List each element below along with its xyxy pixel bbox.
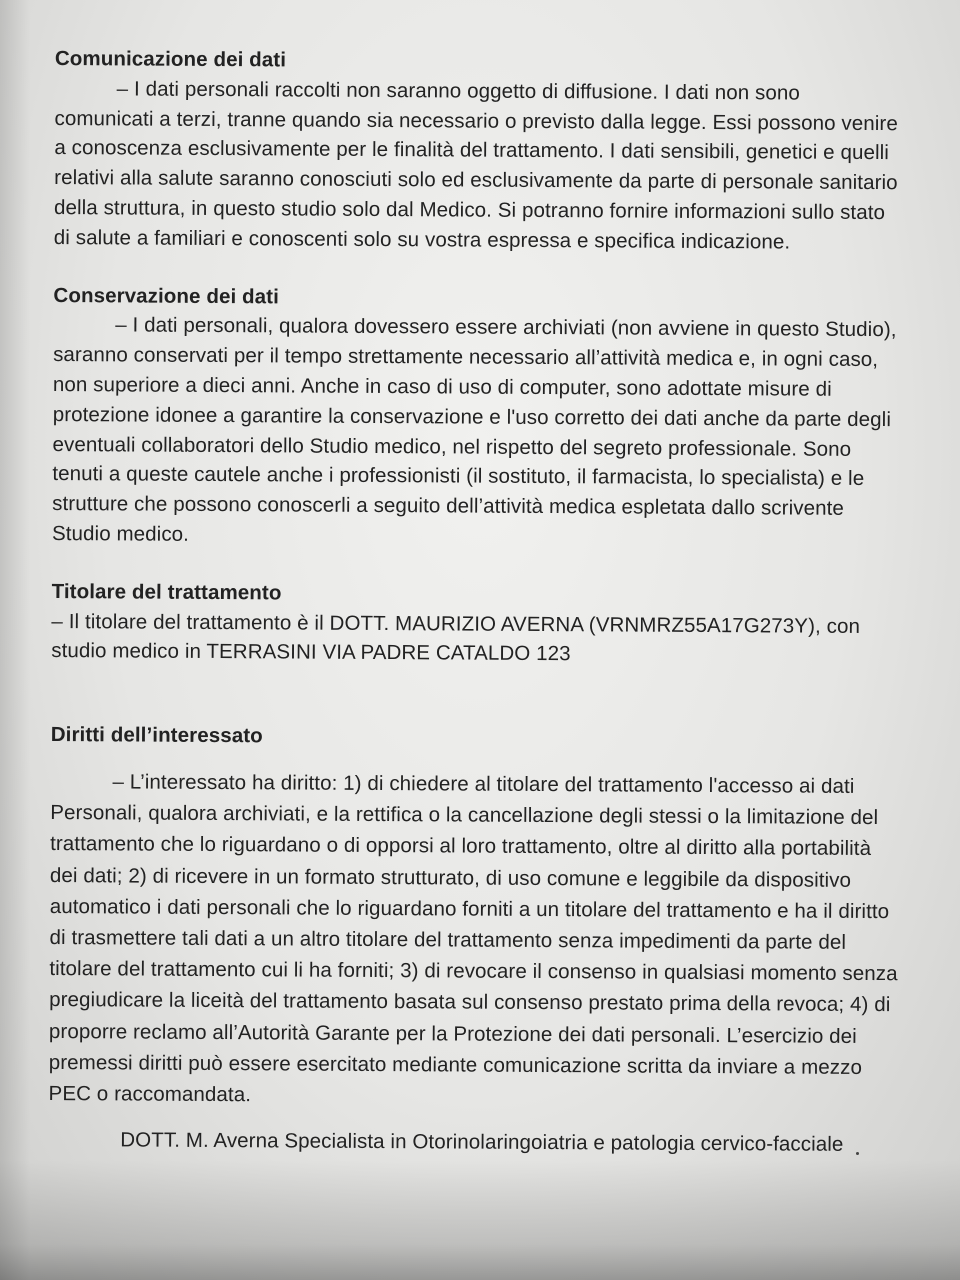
ink-dot: [856, 1152, 859, 1155]
section-body-conservazione: – I dati personali, qualora dovessero essere archiviati (non avviene in questo Studio), saranno conservati per il tempo strettamente necessario all’attività medica e, in ogni caso, non superiore a dieci anni. Anche in caso di uso di computer, sono adottate misure di protezione idonee a garantire la conservazione e l'uso corretto dei dati anche da parte degli eventuali collaboratori dello Studio medico, nel rispetto del segreto professionale. Sono tenuti a queste cautele anche i professionisti (il sostituto, il farmacista, lo specialista) e le strutture che possono conoscerli a seguito dell’attività medica espletata dallo scrivente Studio medico.: [51, 313, 897, 546]
section-body-diritti: – L’interessato ha diritto: 1) di chiedere al titolare del trattamento l'accesso ai dati Personali, qualora archiviati, e la rettifica o la cancellazione degli stessi o la limitazione del trattamento che lo riguardano o di opporsi al loro trattamento, oltre al diritto alla portabilità dei dati; 2) di ricevere in un formato strutturato, di uso comune e leggibile da dispositivo automatico i dati personali che lo riguardano forniti a un titolare del trattamento e ha il diritto di trasmettere tali dati a un altro titolare del trattamento senza impedimenti da parte del titolare del trattamento cui li ha forniti; 3) di revocare il consenso in qualsiasi momento senza pregiudicare la liceità del trattamento basata sul consenso prestato prima della revoca; 4) di proporre reclamo all’Autorità Garante per la Protezione dei dati personali. L’esercizio dei premessi diritti può essere esercitato mediante comunicazione scritta da inviare a mezzo PEC o raccomandata.: [48, 770, 898, 1107]
section-heading-diritti: Diritti dell’interessato: [50, 723, 263, 748]
signature-line: DOTT. M. Averna Specialista in Otorinolaringoiatria e patologia cervico-facciale: [120, 1128, 844, 1157]
page-shadow-bottom: [0, 1160, 960, 1280]
document-content: [48, 44, 905, 1160]
section-heading-conservazione: Conservazione dei dati: [53, 283, 280, 308]
page-shadow-left: [0, 0, 30, 1280]
section-heading-comunicazione: Comunicazione dei dati: [54, 46, 287, 72]
section-body-titolare: – Il titolare del trattamento è il DOTT. MAURIZIO AVERNA (VRNMRZ55A17G273Y), con studio medico in TERRASINI VIA PADRE CATALDO 123: [51, 609, 861, 666]
section-heading-titolare: Titolare del trattamento: [51, 579, 282, 605]
section-body-comunicazione: – I dati personali raccolti non saranno oggetto di diffusione. I dati non sono comunicati a terzi, tranne quando sia necessario o previsto dalla legge. Essi possono venire a conoscenza esclusivamente per le finalità del trattamento. I dati sensibili, genetici e quelli relativi alla salute saranno conosciuti solo ed esclusivamente da parte di personale sanitario della struttura, in questo studio solo dal Medico. Si potranno fornire informazioni sullo stato di salute a familiari e conoscenti solo su vostra espressa e specifica indicazione.: [53, 77, 898, 254]
